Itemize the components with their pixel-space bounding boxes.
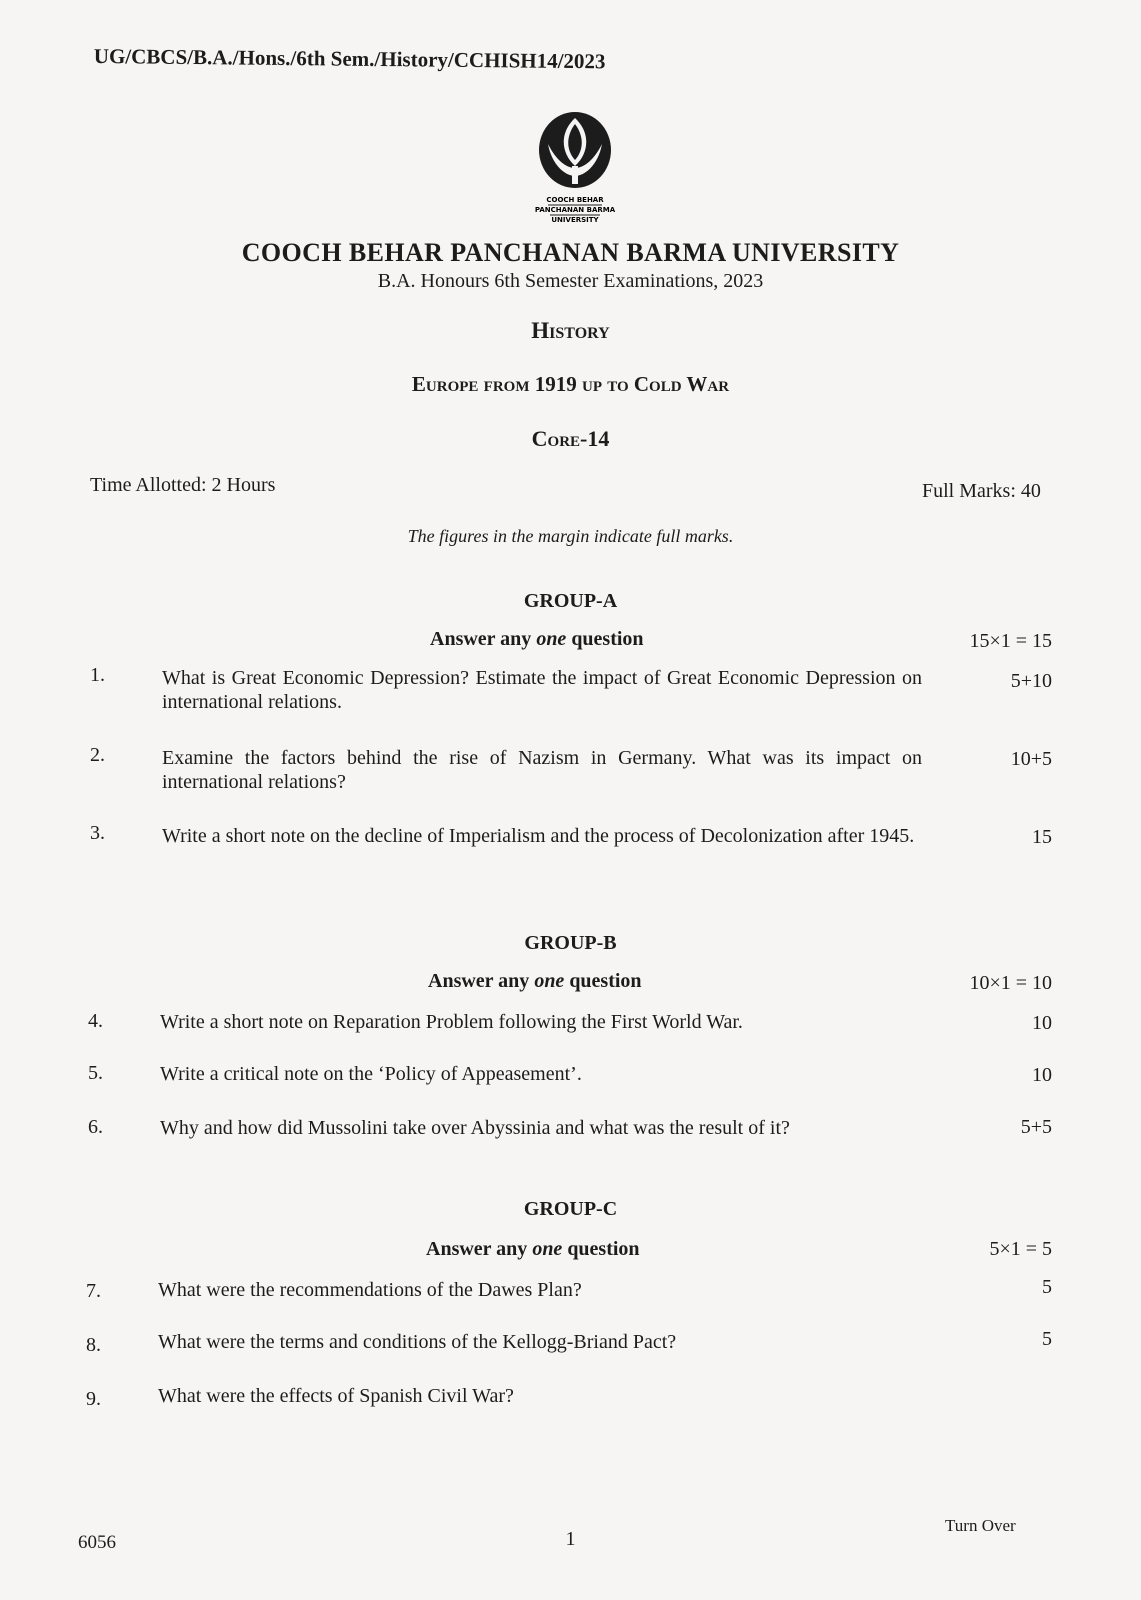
group-a-title: GROUP-A: [523, 590, 618, 612]
group-c-instruction: Answer any one question: [426, 1238, 640, 1260]
group-b-instruction: Answer any one question: [428, 970, 642, 992]
page-number: 1: [565, 1528, 576, 1550]
full-marks: Full Marks: 40: [922, 480, 1041, 502]
question-number: 2.: [90, 744, 105, 766]
logo-text-line-2: PANCHANAN BARMA: [534, 206, 616, 214]
question-text: Examine the factors behind the rise of Nazism in Germany. What was its impact on international relations?: [162, 747, 922, 793]
question-number: 4.: [88, 1010, 103, 1032]
question-marks: 10+5: [1010, 748, 1052, 770]
question-text: Write a short note on Reparation Problem following the First World War.: [160, 1011, 743, 1033]
question-number: 3.: [90, 822, 105, 844]
group-b-marks: 10×1 = 10: [969, 972, 1052, 994]
question-text: What were the recommendations of the Dawes Plan?: [158, 1279, 582, 1301]
question-number: 5.: [88, 1062, 103, 1084]
group-c-title: GROUP-C: [523, 1198, 618, 1220]
question-number: 6.: [88, 1116, 103, 1138]
question-marks: 10: [1032, 1064, 1052, 1086]
question-marks: 10: [1032, 1012, 1052, 1034]
question-text: Why and how did Mussolini take over Abyssinia and what was the result of it?: [160, 1117, 790, 1139]
group-b-title: GROUP-B: [524, 932, 617, 954]
question-marks: 5+5: [1020, 1116, 1052, 1138]
logo-text-line-1: COOCH BEHAR: [546, 196, 604, 204]
question-number: 8.: [86, 1334, 101, 1356]
question-text: What were the effects of Spanish Civil War?: [158, 1385, 514, 1407]
question-marks: 5+10: [1010, 670, 1052, 692]
question-marks: 5: [1042, 1276, 1052, 1298]
paper-title: Europe from 1919 up to Cold War: [411, 372, 730, 396]
question-marks: 5: [1042, 1328, 1052, 1350]
question-number: 1.: [90, 664, 105, 686]
time-allotted: Time Allotted: 2 Hours: [90, 474, 276, 496]
question-text: What is Great Economic Depression? Estimate the impact of Great Economic Depression on international relations.: [162, 667, 922, 713]
question-number: 7.: [86, 1280, 101, 1302]
question-number: 9.: [86, 1388, 101, 1410]
marks-note: The figures in the margin indicate full marks.: [407, 526, 734, 546]
turn-over-label: Turn Over: [945, 1516, 1016, 1535]
question-text: What were the terms and conditions of the Kellogg-Briand Pact?: [158, 1331, 677, 1353]
question-text: Write a critical note on the ‘Policy of Appeasement’.: [160, 1063, 582, 1085]
university-logo-icon: [530, 110, 620, 232]
paper-number: 6056: [78, 1532, 116, 1553]
exam-title: B.A. Honours 6th Semester Examinations, 2023: [377, 270, 764, 292]
group-a-marks: 15×1 = 15: [969, 630, 1052, 652]
question-text: Write a short note on the decline of Imperialism and the process of Decolonization after 1945.: [162, 825, 915, 847]
group-a-instruction: Answer any one question: [430, 628, 644, 650]
logo-text-line-3: UNIVERSITY: [551, 216, 599, 224]
university-name: COOCH BEHAR PANCHANAN BARMA UNIVERSITY: [241, 238, 900, 267]
group-c-marks: 5×1 = 5: [989, 1238, 1052, 1260]
question-marks: 15: [1032, 826, 1052, 848]
subject-title: History: [531, 318, 610, 343]
core-label: Core-14: [531, 426, 610, 451]
paper-code: UG/CBCS/B.A./Hons./6th Sem./History/CCHISH14/2023: [93, 44, 606, 74]
